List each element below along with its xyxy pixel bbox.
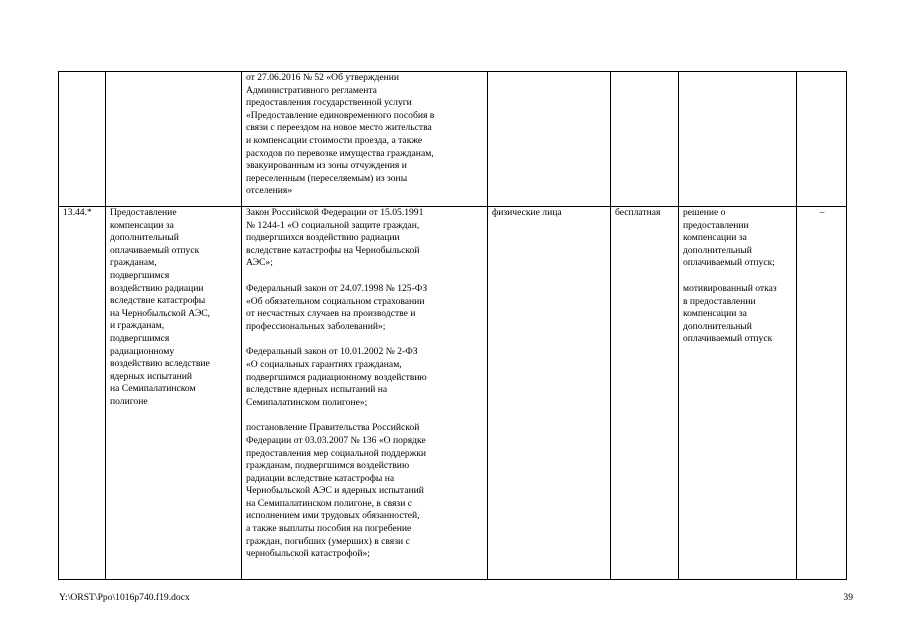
service-name-text: Предоставление компенсации за дополнительный оплачиваемый отпуск гражданам, подвергшимся воздействию радиации вследствие катастрофы на Чернобыльской АЭС, и гражданам, подвергшимся радиационному воздействию вследствие ядерных испытаний на Семипалатинском полигоне — [110, 207, 211, 407]
cell-legal-basis — [242, 207, 488, 580]
legal-basis-item-2: Федеральный закон от 24.07.1998 № 125-ФЗ «Об обязательном социальном страховании от несчастных случаев на производстве и профессиональных заболеваний»; — [246, 282, 428, 332]
cell-recipients — [488, 207, 611, 580]
cell-number — [59, 207, 106, 580]
cell-result-empty — [679, 72, 797, 207]
cell-recipients-empty — [488, 72, 611, 207]
cell-result — [679, 207, 797, 580]
legal-basis-item-3: Федеральный закон от 10.01.2002 № 2-ФЗ «О социальных гарантиях гражданам, подвергшимся радиационному воздействию вследствие ядерных испытаний на Семипалатинском полигоне»; — [246, 346, 427, 408]
cell-fee — [611, 207, 679, 580]
result-item-1: решение о предоставлении компенсации за дополнительный оплачиваемый отпуск; — [683, 207, 775, 269]
cell-fee-empty — [611, 72, 679, 207]
footer-page-number: 39 — [843, 592, 853, 603]
cell-service-name — [106, 207, 242, 580]
legal-basis-item-4: постановление Правительства Российской Федерации от 03.03.2007 № 136 «О порядке предоставления мер социальной поддержки гражданам, подвергшимся воздействию радиации вследствие катастрофы на Чернобыльской АЭС и ядерных испытаний на Семипалатинском полигоне, в связи с исполнением ими трудовых обязанностей, а также выплаты пособия на погребение граждан, погибших (умерших) в связи с чернобыльской катастрофой»; — [246, 422, 427, 560]
recipients-text: физические лица — [492, 207, 562, 218]
cell-number-empty — [59, 72, 106, 207]
cell-last — [797, 207, 847, 580]
table-row-continuation — [59, 72, 847, 207]
cell-service-empty — [106, 72, 242, 207]
result-item-2: мотивированный отказ в предоставлении компенсации за дополнительный оплачиваемый отпуск — [683, 282, 777, 345]
fee-text: бесплатная — [615, 207, 661, 218]
row-number: 13.44.* — [63, 207, 92, 218]
services-table — [58, 71, 847, 580]
legal-basis-item-1: Закон Российской Федерации от 15.05.1991 № 1244-1 «О социальной защите граждан, подвергшихся воздействию радиации вследствие катастрофы на Чернобыльской АЭС»; — [246, 207, 424, 269]
table-row-13-44 — [59, 207, 847, 580]
legal-basis-continuation-text: от 27.06.2016 № 52 «Об утверждении Административного регламента предоставления государственной услуги «Предоставление единовременного пособия в связи с переездом на новое место жительства и компенсации стоимости проезда, а также расходов по перевозке имущества гражданам, эвакуированным из зоны отчуждения и переселенным (переселяемым) из зоны отселения» — [246, 72, 435, 197]
footer-file-path: Y:\ORST\Ppo\1016p740.f19.docx — [59, 592, 190, 603]
cell-last-empty — [797, 72, 847, 207]
cell-legal-basis-continuation — [242, 72, 488, 207]
last-column-dash: – — [819, 207, 825, 218]
